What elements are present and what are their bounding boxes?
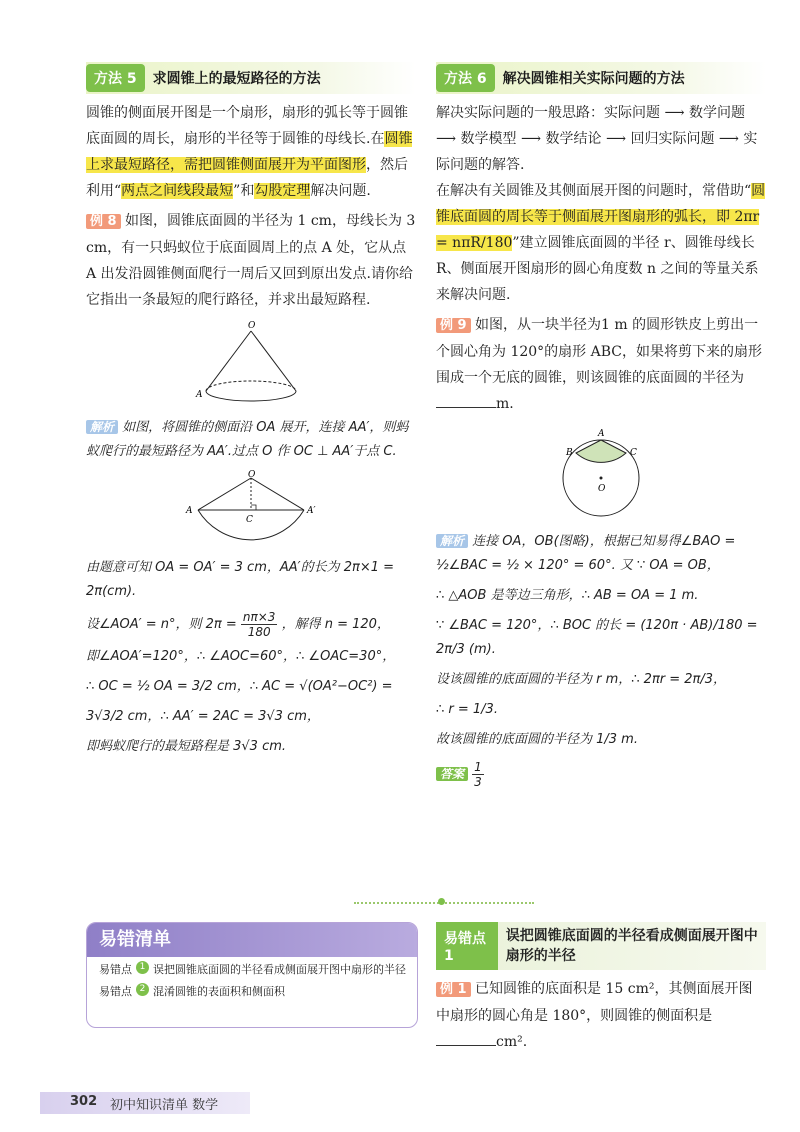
circle-label-a: A bbox=[598, 429, 605, 439]
method6-p2 bbox=[436, 178, 766, 308]
error-example1-unit: cm². bbox=[496, 1034, 528, 1050]
error-item-1-label: 易错点 bbox=[99, 963, 132, 976]
solution8-line7: 即蚂蚁爬行的最短路程是 3√3 cm. bbox=[86, 739, 287, 754]
method5-text bbox=[86, 100, 416, 204]
error-item-2-text: 混淆圆锥的表面积和侧面积 bbox=[153, 985, 285, 998]
frac-numerator: nπ×3 bbox=[242, 610, 276, 624]
answer9-fraction bbox=[472, 760, 484, 789]
solution8-line4: 即∠AOA′=120°，∴ ∠AOC=60°，∴ ∠OAC=30°， bbox=[86, 649, 396, 664]
error-item-2 bbox=[87, 979, 417, 1001]
method5-p3: ”和 bbox=[233, 183, 255, 199]
page-footer bbox=[40, 1092, 250, 1114]
solution8 bbox=[86, 415, 416, 759]
solution8-line3 bbox=[86, 610, 416, 639]
error-item-2-label: 易错点 bbox=[99, 985, 132, 998]
error-item-1 bbox=[87, 957, 417, 979]
solution8-fraction bbox=[241, 610, 278, 639]
circle-label-c: C bbox=[630, 448, 637, 458]
cone-label-a: A bbox=[196, 390, 203, 400]
method5-highlight3: 勾股定理 bbox=[254, 183, 311, 199]
sector-label-a2: A′ bbox=[307, 506, 316, 516]
circle-figure bbox=[546, 423, 656, 523]
right-column bbox=[436, 62, 766, 789]
sector-label-c: C bbox=[246, 515, 253, 525]
method6-p1: 解决实际问题的一般思路：实际问题 ⟶ 数学问题 ⟶ 数学模型 ⟶ 数学结论 ⟶ 回归实际问题 ⟶ 实际问题的解答. bbox=[436, 105, 758, 173]
example9-unit: m. bbox=[496, 396, 514, 412]
method5-p4: 解决问题. bbox=[310, 183, 371, 199]
cone-label-o: O bbox=[248, 321, 256, 331]
error-list-box bbox=[86, 922, 418, 1028]
method5-p1: 圆锥的侧面展开图是一个扇形，扇形的弧长等于圆锥底面圆的周长，扇形的半径等于圆锥的母线长.在 bbox=[86, 105, 408, 147]
method5-title: 求圆锥上的最短路径的方法 bbox=[152, 71, 321, 87]
method6-header bbox=[436, 62, 766, 94]
error-list-title: 易错清单 bbox=[87, 923, 417, 957]
solution9 bbox=[436, 529, 766, 789]
cone-figure bbox=[186, 319, 316, 409]
solution8-line3a: 设∠AOA′ = n°，则 2π = bbox=[86, 617, 237, 632]
answer-denominator: 3 bbox=[474, 775, 482, 789]
error-example1-blank bbox=[436, 1045, 496, 1046]
error-point-1 bbox=[436, 922, 766, 1055]
method5-highlight2: 两点之间线段最短 bbox=[121, 183, 234, 199]
solution8-line2: 由题意可知 OA = OA′ = 3 cm，AA′的长为 2π×1 = 2π(cm). bbox=[86, 560, 395, 599]
example8-tag: 例 8 bbox=[86, 214, 121, 229]
error-item-1-text: 误把圆锥底面圆的半径看成侧面展开图中扇形的半径 bbox=[153, 963, 406, 976]
example9-text: 如图，从一块半径为1 m 的圆形铁皮上剪出一个圆心角为 120°的扇形 ABC，如果将剪下来的扇形围成一个无底的圆锥，则该圆锥的底面圆的半径为 bbox=[436, 317, 762, 386]
sector-label-a: A bbox=[186, 506, 193, 516]
frac-denominator: 180 bbox=[247, 625, 271, 639]
solution9-line3: ∵ ∠BAC = 120°，∴ BOC 的长 = (120π · AB)/180 = 2π/3 (m). bbox=[436, 618, 758, 657]
left-column bbox=[86, 62, 416, 759]
solution9-line4: 设该圆锥的底面圆的半径为 r m，∴ 2πr = 2π/3， bbox=[436, 672, 727, 687]
solution8-line3b: ，解得 n = 120， bbox=[281, 617, 390, 632]
answer-numerator: 1 bbox=[474, 760, 482, 774]
example9-tag: 例 9 bbox=[436, 318, 471, 333]
error-example1-tag: 例 1 bbox=[436, 982, 471, 997]
solution9-line6: 故该圆锥的底面圆的半径为 1/3 m. bbox=[436, 732, 638, 747]
method6-p2a: 在解决有关圆锥及其侧面展开图的问题时，常借助“ bbox=[436, 183, 752, 199]
error-point-1-tag: 易错点 1 bbox=[436, 922, 498, 970]
error-point-1-example bbox=[436, 976, 766, 1055]
method5-tag: 方法 5 bbox=[86, 64, 145, 92]
method6-p2b: ”建立圆锥底面圆的半径 r、圆锥母线长 R、侧面展开图扇形的圆心角度数 n 之间的等量关系来解决问题. bbox=[436, 235, 759, 303]
error-point-1-title: 误把圆锥底面圆的半径看成侧面展开图中扇形的半径 bbox=[505, 928, 758, 964]
circle-label-b: B bbox=[566, 448, 573, 458]
solution9-line1: 连接 OA，OB(图略)，根据已知易得∠BAO = ½∠BAC = ½ × 120° = 60°. 又 ∵ OA = OB， bbox=[436, 534, 736, 573]
error-point-1-header bbox=[436, 922, 766, 970]
method6-title: 解决圆锥相关实际问题的方法 bbox=[502, 71, 685, 87]
example9-blank bbox=[436, 407, 496, 408]
solution8-line6: 3√3/2 cm，∴ AA′ = 2AC = 3√3 cm， bbox=[86, 709, 320, 724]
circle-label-o: O bbox=[598, 484, 606, 494]
example8-text: 如图，圆锥底面圆的半径为 1 cm，母线长为 3 cm，有一只蚂蚁位于底面圆周上的点 A 处，它从点 A 出发沿圆锥侧面爬行一周后又回到原出发点.请你给它指出一条最短的爬行路径，并求出最短路程. bbox=[86, 213, 416, 308]
solution8-line1: 如图，将圆锥的侧面沿 OA 展开，连接 AA′，则蚂蚁爬行的最短路径为 AA′.过点 O 作 OC ⊥ AA′于点 C. bbox=[86, 420, 409, 459]
example8 bbox=[86, 208, 416, 313]
footer-title: 初中知识清单 数学 bbox=[110, 1098, 219, 1113]
example9 bbox=[436, 312, 766, 417]
answer9 bbox=[436, 760, 766, 789]
solution9-line5: ∴ r = 1/3. bbox=[436, 702, 498, 717]
method5-p2: ，然后利用“ bbox=[86, 157, 408, 199]
solution9-tag: 解析 bbox=[436, 534, 468, 548]
method5-highlight1: 圆锥上求最短路径，需把圆锥侧面展开为平面图形 bbox=[86, 131, 413, 173]
error-example1-text: 已知圆锥的底面积是 15 cm²，其侧面展开图中扇形的圆心角是 180°，则圆锥的侧面积是 bbox=[436, 981, 753, 1024]
divider-dot bbox=[438, 898, 445, 905]
solution9-line2: ∴ △AOB 是等边三角形，∴ AB = OA = 1 m. bbox=[436, 588, 699, 603]
sector-label-o: O bbox=[248, 470, 256, 480]
error-item-2-num: 2 bbox=[136, 983, 149, 996]
solution8-line5: ∴ OC = ½ OA = 3/2 cm，∴ AC = √(OA²−OC²) = bbox=[86, 679, 393, 694]
error-item-1-num: 1 bbox=[136, 961, 149, 974]
page-number: 302 bbox=[70, 1094, 98, 1109]
method6-tag: 方法 6 bbox=[436, 64, 495, 92]
method5-header bbox=[86, 62, 416, 94]
method6-highlight: 圆锥底面圆的周长等于侧面展开图扇形的弧长，即 2πr = nπR/180 bbox=[436, 183, 766, 251]
solution8-tag: 解析 bbox=[86, 420, 118, 434]
sector-figure bbox=[176, 470, 326, 550]
answer9-tag: 答案 bbox=[436, 767, 468, 781]
